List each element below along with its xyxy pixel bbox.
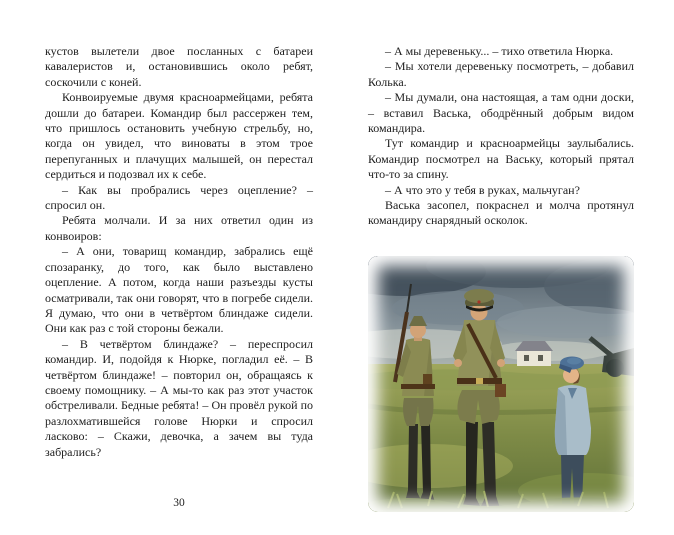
paragraph: Тут командир и красноармейцы заулыбались. Командир посмотрел на Ваську, который прятал что-то за спину. [368,136,634,182]
book-illustration [368,256,634,512]
paragraph: – Мы хотели деревеньку посмотреть, – добавил Колька. [368,59,634,89]
paragraph: – Как вы пробрались через оцепление? – спросил он. [45,182,313,213]
paragraph: – А они, товарищ командир, забрались ещё спозаранку, до того, как было выставлено оцепление. А потом, когда наши разъезды кусты осматривали, так они говорят, что в погребе сидели. Я думаю, что они в четвёртом блиндаже сидели. Они как раз с той стороны бежали. [45,244,313,336]
page-number: 30 [173,497,185,509]
paragraph: – Мы думали, она настоящая, а там одни доски, – вставил Васька, ободрённый добрым видом командира. [368,90,634,136]
paragraph: – А мы деревеньку... – тихо ответила Нюрка. [385,44,614,58]
farmhouse [515,341,553,366]
paragraph: кустов вылетели двое посланных с батареи кавалеристов и, остановившись около ребят, соскочили с коней. [45,44,313,89]
paragraph: Васька засопел, покраснел и молча протянул командиру снарядный осколок. [368,198,634,228]
left-page [45,44,313,460]
paragraph: Конвоируемые двумя красноармейцами, ребята дошли до батареи. Командир был рассержен тем, что пришлось остановить учебную стрельбу, но, когда он увидел, что виноваты в этом трое перепуганных и плачущих малышей, он перестал сердиться и подозвал их к себе. [45,90,313,182]
right-page [368,44,634,229]
paragraph: – А что это у тебя в руках, мальчуган? [385,182,580,197]
paragraph: – В четвёртом блиндаже? – переспросил командир. И, подойдя к Нюрке, погладил её. – В четвёртом блиндаже! – повторил он, обращаясь к своему помощнику. – А мы-то как раз этот участок обстреливали. Бедные ребята! – Он провёл рукой по разлохматившейся голове Нюрки и спросил ласково: – Скажи, девочка, а зачем вы туда забрались? [45,336,313,459]
paragraph: Ребята молчали. И за них ответил один из конвоиров: [45,213,313,243]
